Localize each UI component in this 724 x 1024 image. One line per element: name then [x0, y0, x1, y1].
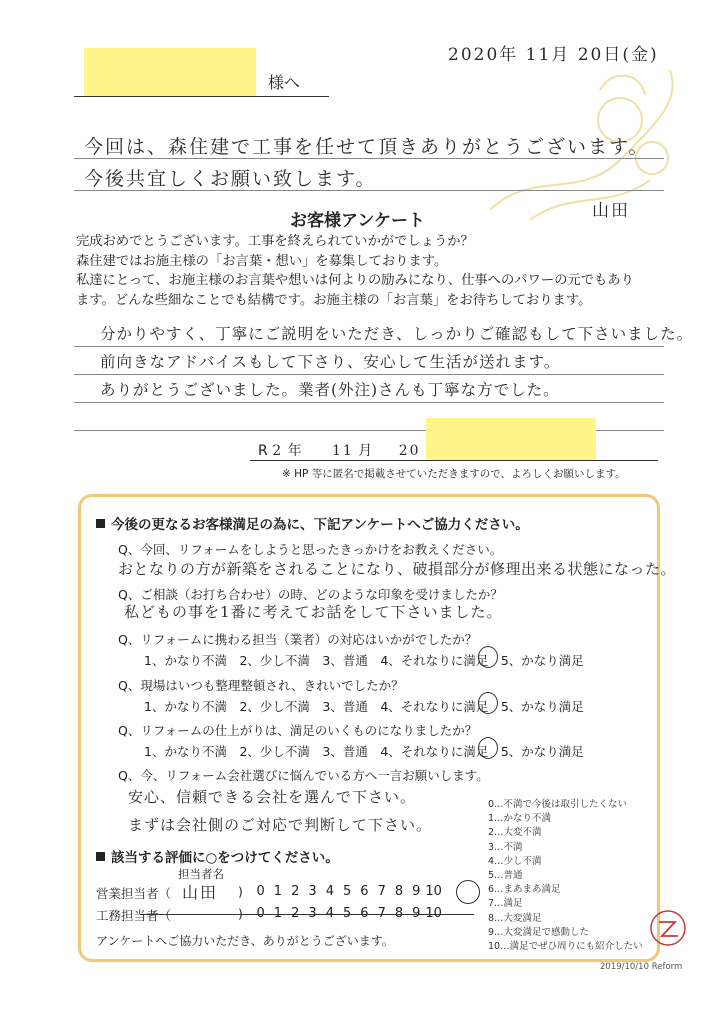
rating-number: 6	[360, 884, 369, 899]
rating-number: 9	[412, 906, 421, 921]
square-bullet-icon	[96, 852, 105, 861]
rating-number: 6	[360, 906, 369, 921]
message-line-1: 今回は、森住建で工事を任せて頂きありがとうございます。	[84, 136, 650, 158]
scale-3: 1、かなり不満 2、少し不満 3、普通 4、それなりに満足 5、かなり満足	[144, 653, 584, 668]
selected-circle-q5	[478, 737, 498, 759]
answer-1: おとなりの方が新築をされることになり、破損部分が修理出来る状態になった。	[118, 560, 677, 578]
scale-4: 1、かなり不満 2、少し不満 3、普通 4、それなりに満足 5、かなり満足	[144, 699, 584, 714]
rating-number: 10	[425, 906, 442, 921]
response-line-1: 分かりやすく、丁寧にご説明をいただき、しっかりご確認もして下さいました。	[100, 325, 694, 343]
handwritten-date: 2020年 11月 20日(金)	[448, 45, 659, 65]
rating-number: 2	[291, 884, 300, 899]
rating-number: 8	[394, 906, 404, 921]
legend-item: 9…大変満足で感動した	[488, 926, 590, 938]
message-line-2: 今後共宜しくお願い致します。	[84, 168, 377, 190]
response-line-3: ありがとうございました。業者(外注)さんも丁寧な方でした。	[100, 381, 560, 399]
square-bullet-icon	[96, 519, 105, 528]
rating-number: 7	[377, 884, 386, 899]
question-3: Q、リフォームに携わる担当（業者）の対応はいかがでしたか？	[118, 632, 478, 647]
rating-number: 8	[394, 884, 404, 899]
legend-item: 8…大変満足	[488, 912, 542, 924]
survey-intro	[76, 232, 676, 310]
date-underline	[250, 460, 658, 461]
sales-paren-close: )	[238, 884, 243, 899]
answer-6-line-1: 安心、信頼できる会社を選んで下さい。	[128, 788, 417, 806]
selected-circle-q4	[478, 692, 498, 714]
answer-2: 私どもの事を1番に考えてお話をして下さいました。	[124, 603, 503, 621]
addressee-underline	[74, 96, 329, 97]
rating-number: 3	[308, 906, 317, 921]
sales-rating-numbers	[252, 884, 442, 899]
approval-stamp-icon	[648, 908, 688, 948]
question-6: Q、今、リフォーム会社選びに悩んでいる方へ一言お願いします。	[118, 768, 489, 783]
question-5: Q、リフォームの仕上がりは、満足のいくものになりましたか？	[118, 723, 478, 738]
intro-line-1: 完成おめでとうございます。工事を終えられていかがでしょうか？	[76, 234, 474, 249]
thanks-text: アンケートへご協力いただき、ありがとうございます。	[96, 934, 394, 948]
intro-line-3: 私達にとって、お施主様のお言葉や想いは何よりの励みになり、仕事へのパワーの元でもあり	[76, 273, 634, 289]
response-rule-1	[74, 346, 664, 347]
month-value: 11	[332, 443, 354, 459]
intro-line-4: ます。どんな些細なことでも結構です。お施主様の「お言葉」をお待ちしております。	[76, 292, 592, 308]
legend-item: 10…満足でぜひ周りにも紹介したい	[488, 941, 643, 953]
legend-item: 3…不満	[488, 841, 523, 853]
rating-number: 10	[425, 884, 442, 899]
scale-5: 1、かなり不満 2、少し不満 3、普通 4、それなりに満足 5、かなり満足	[144, 744, 584, 759]
response-rule-3	[74, 402, 664, 403]
response-rule-2	[74, 374, 664, 375]
rating-number: 0	[256, 884, 265, 899]
legend-item: 7…満足	[488, 898, 523, 910]
rating-number: 3	[308, 884, 317, 899]
intro-line-2: 森住建ではお施主様の「お言葉・想い」を募集しております。	[76, 253, 448, 269]
legend-item: 1…かなり不満	[488, 813, 552, 825]
rating-number: 7	[377, 906, 386, 921]
survey-date-line	[258, 440, 439, 460]
year-value: 2	[272, 443, 284, 459]
response-line-2: 前向きなアドバイスもして下さり、安心して生活が送れます。	[100, 353, 561, 371]
staff-name-label: 担当者名	[178, 867, 224, 881]
customer-name-redaction	[426, 418, 596, 460]
legend-item: 4…少し不満	[488, 855, 542, 867]
sales-staff-name: 山田	[182, 883, 219, 902]
legend-item: 5…普通	[488, 870, 523, 882]
year-unit: 年	[287, 443, 302, 459]
sales-selected-rating-circle	[456, 880, 480, 904]
legend-item: 0…不満で今後は取引したくない	[488, 799, 628, 810]
construction-paren-close: )	[238, 906, 243, 921]
era: R	[258, 443, 268, 459]
construction-strikethrough	[140, 914, 474, 915]
selected-circle-q3	[478, 646, 498, 668]
signature: 山田	[592, 201, 630, 221]
addressee-suffix: 様へ	[268, 73, 301, 92]
addressee-name-redaction	[84, 48, 256, 96]
rating-number: 0	[256, 906, 265, 921]
month-unit: 月	[358, 443, 373, 459]
rating-number: 9	[412, 884, 421, 899]
rating-number: 4	[325, 884, 334, 899]
question-1: Q、今回、リフォームをしようと思ったきっかけをお教えください。	[118, 542, 503, 557]
anonymity-notice: ※ HP 等に匿名で掲載させていただきますので、よろしくお願いします。	[282, 468, 626, 480]
construction-label: 工務担当者（	[96, 908, 172, 923]
question-2: Q、ご相談（お打ち合わせ）の時、どのような印象を受けましたか？	[118, 587, 503, 602]
rating-number: 2	[291, 906, 300, 921]
question-4: Q、現場はいつも整理整頓され、きれいでしたか？	[118, 678, 404, 693]
rating-number: 5	[342, 906, 352, 921]
rating-number: 1	[273, 884, 283, 899]
survey-title: お客様アンケート	[290, 211, 425, 231]
rating-heading: 該当する評価に○をつけてください。	[96, 846, 339, 866]
footer-version: 2019/10/10 Reform	[600, 962, 683, 972]
sales-label: 営業担当者（	[96, 886, 172, 901]
rating-number: 4	[325, 906, 334, 921]
day-value: 20	[398, 443, 421, 459]
questionnaire-heading: 今後の更なるお客様満足の為に、下記アンケートへご協力ください。	[96, 513, 529, 533]
legend-item: 6…まあまあ満足	[488, 884, 561, 896]
legend-item: 2…大変不満	[488, 827, 542, 839]
rating-number: 1	[273, 906, 283, 921]
rating-number: 5	[342, 884, 352, 899]
answer-6-line-2: まずは会社側のご対応で判断して下さい。	[128, 816, 433, 834]
rating-legend	[488, 798, 643, 954]
